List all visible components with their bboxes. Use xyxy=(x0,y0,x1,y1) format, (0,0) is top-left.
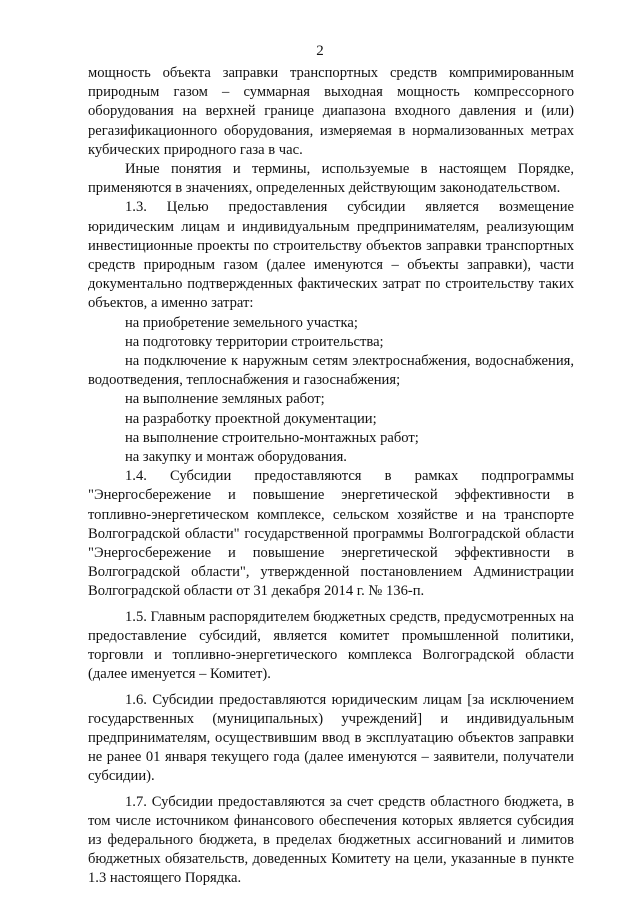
list-item: на закупку и монтаж оборудования. xyxy=(125,449,347,466)
page-number: 2 xyxy=(316,43,324,59)
paragraph-1-6: 1.6. Субсидии предоставляются юридическим лицам [за исключением государственных (муниципальных) учреждений] и индивидуальным предпринимателям, осуществившим ввод в эксплуатацию объектов заправки не ранее 01 января текущего года (далее именуются – заявители, получатели субсидии). xyxy=(88,691,574,785)
paragraph-1-7: 1.7. Субсидии предоставляются за счет средств областного бюджета, в том числе источником финансового обеспечения которых является субсидия из федерального бюджета, в пределах бюджетных ассигнований и лимитов бюджетных обязательств, доведенных Комитету на цели, указанные в пункте 1.3 настоящего Порядка. xyxy=(88,793,574,887)
list-item: на выполнение земляных работ; xyxy=(125,391,325,408)
list-item: на приобретение земельного участка; xyxy=(125,314,358,331)
document-body xyxy=(88,64,574,889)
paragraph-1-3: 1.3. Целью предоставления субсидии является возмещение юридическим лицам и индивидуальным предпринимателям, реализующим инвестиционные проекты по строительству объектов заправки транспортных средств природным газом (далее именуются – объекты заправки), части документально подтвержденных фактических затрат по строительству таких объектов, а именно затрат: xyxy=(88,199,574,312)
paragraph-1-5: 1.5. Главным распорядителем бюджетных средств, предусмотренных на предоставление субсидий, является комитет промышленной политики, торговли и топливно-энергетического комплекса Волгоградской области (далее именуется – Комитет). xyxy=(88,608,574,683)
list-item: на разработку проектной документации; xyxy=(125,410,377,427)
cost-list xyxy=(88,314,574,468)
list-item: на подключение к наружным сетям электроснабжения, водоснабжения, водоотведения, теплоснабжения и газоснабжения; xyxy=(88,353,574,389)
list-item: на выполнение строительно-монтажных работ; xyxy=(125,429,419,446)
paragraph-1-4: 1.4. Субсидии предоставляются в рамках подпрограммы "Энергосбережение и повышение энергетической эффективности в топливно-энергетическом комплексе, сельском хозяйстве и на транспорте Волгоградской области" государственной программы Волгоградской области "Энергосбережение и повышение энергетической эффективности в Волгоградской области", утвержденной постановлением Администрации Волгоградской области от 31 декабря 2014 г. № 136-п. xyxy=(88,468,574,600)
list-item: на подготовку территории строительства; xyxy=(125,333,384,350)
paragraph-definition: мощность объекта заправки транспортных средств компримированным природным газом – суммарная выходная мощность компрессорного оборудования на верхней границе диапазона входного давления и (или) регазификационного оборудования, измеряемая в нормализованных метрах кубических природного газа в час. xyxy=(88,65,574,158)
paragraph-other-terms: Иные понятия и термины, используемые в настоящем Порядке, применяются в значениях, определенных действующим законодательством. xyxy=(88,161,574,197)
